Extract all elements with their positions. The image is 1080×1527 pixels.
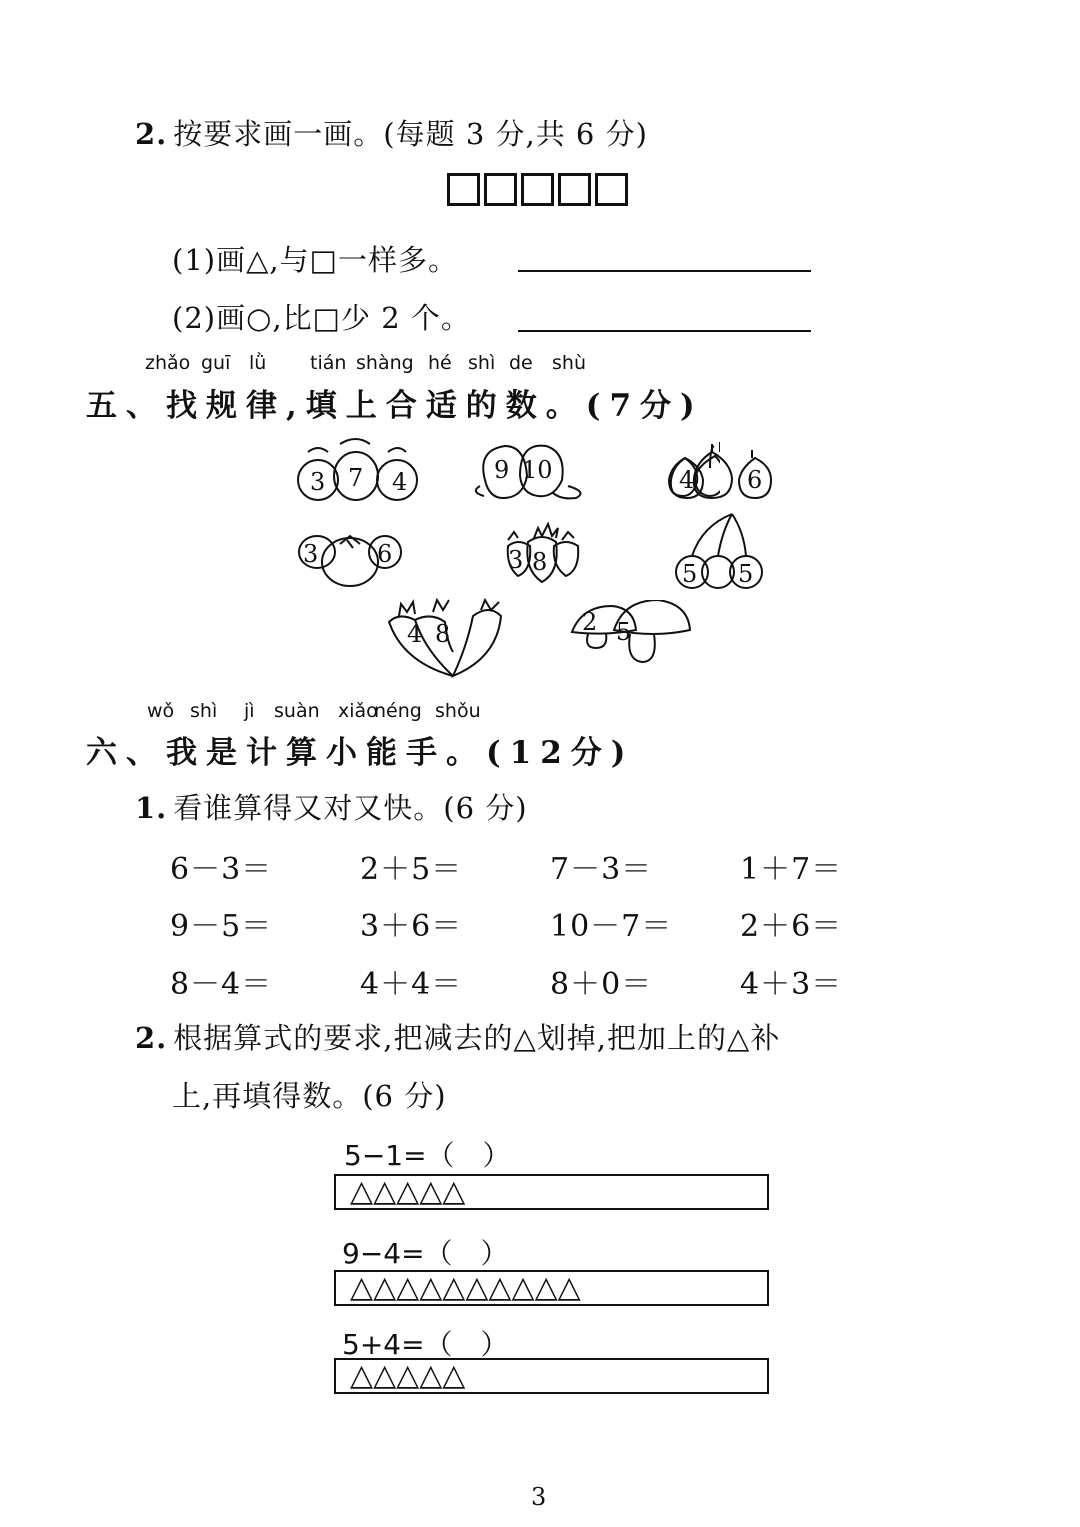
pinyin: suàn: [274, 700, 320, 722]
strawberry-num-1: 3: [508, 546, 524, 574]
pear-num-2: 6: [747, 466, 763, 494]
square-shape: [521, 173, 554, 206]
pinyin: hé: [428, 352, 452, 374]
pinyin: shǒu: [435, 700, 481, 722]
sec6-q1-title: 看谁算得又对又快。(6 分): [173, 791, 528, 825]
pinyin: jì: [244, 700, 255, 722]
cherry-num-2: 5: [738, 560, 754, 588]
radish-num-1: 4: [407, 620, 423, 648]
sec6-q1-heading: [135, 786, 528, 827]
pinyin: de: [509, 352, 533, 374]
peaches-icon: [476, 446, 581, 499]
mushroom-num-1: 2: [582, 608, 598, 636]
sec5-title: 五、找规律,填上合适的数。(7分): [86, 388, 704, 424]
tri-box-2[interactable]: [334, 1270, 769, 1306]
tri-eq-1[interactable]: 5−1=（ ）: [344, 1139, 511, 1172]
calc-item[interactable]: 4＋4＝: [360, 967, 463, 1002]
mushrooms-drawing: [570, 600, 695, 674]
strawberry-num-2: 8: [532, 548, 548, 576]
tomato-num-2: 6: [377, 540, 393, 568]
apple-num-1: 3: [310, 468, 326, 496]
mushroom-num-2: 5: [616, 618, 632, 646]
calc-item[interactable]: 3＋6＝: [360, 909, 463, 944]
radish-num-2: 8: [435, 620, 451, 648]
pinyin: xiǎo: [338, 700, 378, 722]
cherry-num-1: 5: [682, 560, 698, 588]
q2-draw-heading: [135, 112, 648, 153]
q2-draw-num: 2.: [135, 117, 168, 151]
sec6-title: 六、我是计算小能手。(12分): [86, 735, 635, 771]
radishes-drawing: [385, 596, 510, 686]
apple-num-3: 4: [392, 468, 408, 496]
sec6-q2-heading: [135, 1016, 780, 1057]
calc-item[interactable]: 8＋0＝: [550, 967, 653, 1002]
triangles-row: △△△△△: [350, 1358, 466, 1393]
square-shape: [558, 173, 591, 206]
calc-item[interactable]: 6－3＝: [170, 852, 273, 887]
sec6-q2-title-line1: 根据算式的要求,把减去的△划掉,把加上的△补: [173, 1021, 781, 1055]
pinyin: tián: [310, 352, 347, 374]
pinyin: shàng: [356, 352, 414, 374]
pinyin: shù: [552, 352, 586, 374]
answer-line-1[interactable]: [518, 270, 811, 272]
tri-eq-2[interactable]: 9−4=（ ）: [342, 1237, 509, 1270]
square-shape: [484, 173, 517, 206]
calc-item[interactable]: 4＋3＝: [740, 967, 843, 1002]
calc-item[interactable]: 2＋6＝: [740, 909, 843, 944]
calc-item[interactable]: 1＋7＝: [740, 852, 843, 887]
tomatoes-drawing: [295, 528, 405, 594]
pinyin: wǒ: [147, 700, 175, 722]
calc-item[interactable]: 8－4＝: [170, 967, 273, 1002]
squares-row: [447, 173, 632, 210]
sec6-q1-num: 1.: [135, 791, 168, 825]
apple-num-2: 7: [348, 464, 364, 492]
calc-item[interactable]: 10－7＝: [550, 909, 673, 944]
square-shape: [447, 173, 480, 206]
pinyin: shì: [190, 700, 218, 722]
tri-box-1[interactable]: [334, 1174, 769, 1210]
peach-num-2: 10: [522, 456, 553, 484]
calc-item[interactable]: 7－3＝: [550, 852, 653, 887]
pinyin: shì: [468, 352, 496, 374]
tri-box-3[interactable]: [334, 1358, 769, 1394]
square-shape: [595, 173, 628, 206]
calc-item[interactable]: 2＋5＝: [360, 852, 463, 887]
pinyin: lǜ: [249, 352, 267, 374]
q2-draw-title: 按要求画一画。(每题 3 分,共 6 分): [173, 117, 648, 151]
answer-line-2[interactable]: [518, 330, 811, 332]
tomato-num-1: 3: [303, 540, 319, 568]
pinyin: zhǎo: [145, 352, 191, 374]
page-number: 3: [531, 1483, 547, 1511]
pinyin: guī: [201, 352, 231, 374]
apples-icon: [298, 439, 417, 500]
pears-drawing: [667, 442, 777, 506]
triangles-row: △△△△△△△△△△: [350, 1270, 581, 1305]
strawberries-drawing: [500, 516, 590, 592]
q2-item2: (2)画○,比□少 2 个。: [172, 301, 471, 335]
pinyin: néng: [374, 700, 422, 722]
pear-num-1: 4: [679, 466, 695, 494]
q2-item1: (1)画△,与□一样多。: [172, 243, 458, 277]
sec6-q2-title-line2: 上,再填得数。(6 分): [172, 1079, 447, 1113]
sec6-q2-num: 2.: [135, 1021, 168, 1055]
tri-eq-3[interactable]: 5+4=（ ）: [342, 1328, 509, 1361]
triangles-row: △△△△△: [350, 1174, 466, 1209]
peach-num-1: 9: [494, 456, 510, 484]
calc-item[interactable]: 9－5＝: [170, 909, 273, 944]
cherries-drawing: [672, 510, 772, 598]
